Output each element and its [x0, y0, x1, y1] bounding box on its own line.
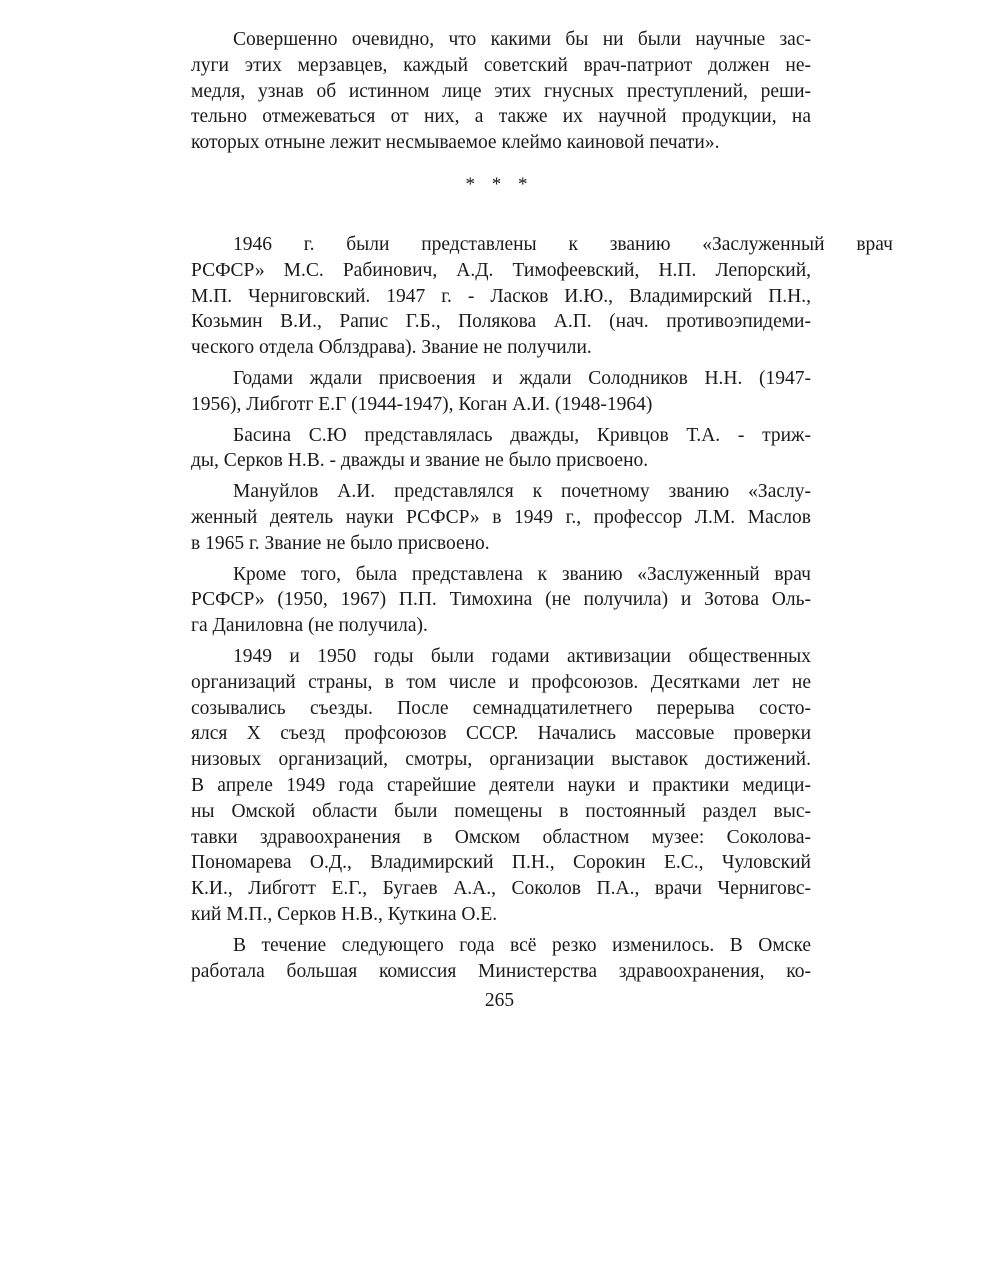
text-line: га Даниловна (не получила).	[191, 615, 428, 637]
text-line: в 1965 г. Звание не было присвоено.	[191, 532, 490, 554]
text-line: 1956), Либготг Е.Г (1944-1947), Коган А.И. (1948-1964)	[191, 393, 653, 415]
text-line: организаций страны, в том числе и профсоюзов. Десятками лет не	[191, 671, 811, 693]
text-line: женный деятель науки РСФСР» в 1949 г., профессор Л.М. Маслов	[191, 506, 811, 528]
main-text	[191, 232, 893, 984]
text-line: низовых организаций, смотры, организации выставок достижений.	[191, 749, 811, 771]
text-line: работала большая комиссия Министерства здравоохранения, ко-	[191, 960, 811, 982]
paragraph	[191, 644, 811, 928]
paragraph	[191, 232, 893, 361]
quote-paragraph	[191, 27, 811, 156]
text-line: Совершенно очевидно, что какими бы ни были научные зас-	[233, 29, 811, 50]
paragraph	[191, 933, 811, 985]
text-line: ческого отдела Облздрава). Звание не получили.	[191, 337, 592, 359]
page-number: 265	[484, 990, 515, 1011]
text-line: К.И., Либготт Е.Г., Бугаев А.А., Соколов П.А., врачи Черниговс-	[191, 878, 811, 900]
text-line: кий М.П., Серков Н.В., Куткина О.Е.	[191, 903, 498, 925]
text-line: РСФСР» (1950, 1967) П.П. Тимохина (не получила) и Зотова Оль-	[191, 589, 811, 611]
text-line: Козьмин В.И., Рапис Г.Б., Полякова А.П. (нач. противоэпидеми-	[191, 311, 811, 333]
text-line: ны Омской области были помещены в постоянный раздел выс-	[191, 800, 811, 822]
text-line: М.П. Черниговский. 1947 г. - Ласков И.Ю., Владимирский П.Н.,	[191, 285, 811, 307]
text-line: созывались съезды. После семнадцатилетнего перерыва состо-	[191, 697, 811, 719]
text-line: Пономарева О.Д., Владимирский П.Н., Сорокин Е.С., Чуловский	[191, 852, 811, 874]
paragraph	[191, 562, 811, 639]
text-line: РСФСР» М.С. Рабинович, А.Д. Тимофеевский, Н.П. Лепорский,	[191, 259, 811, 281]
text-line: ды, Серков Н.В. - дважды и звание не было присвоено.	[191, 450, 649, 472]
paragraph	[191, 423, 811, 475]
text-line: Мануйлов А.И. представлялся к почетному званию «Заслу-	[233, 481, 811, 503]
text-line: Басина С.Ю представлялась дважды, Кривцов Т.А. - триж-	[233, 424, 811, 446]
text-line: ялся X съезд профсоюзов СССР. Начались массовые проверки	[191, 723, 811, 745]
section-separator: * * *	[465, 174, 534, 195]
text-line: медля, узнав об истинном лице этих гнусных преступлений, реши-	[191, 80, 811, 102]
text-line: 1946 г. были представлены к званию «Заслуженный врач	[233, 234, 893, 255]
text-line: тавки здравоохранения в Омском областном музее: Соколова-	[191, 826, 811, 848]
paragraph	[191, 366, 811, 418]
text-line: В апреле 1949 года старейшие деятели науки и практики медици-	[191, 774, 811, 796]
text-line: тельно отмежеваться от них, а также их научной продукции, на	[191, 106, 811, 128]
paragraph	[191, 479, 811, 556]
text-line: луги этих мерзавцев, каждый советский врач-патриот должен не-	[191, 54, 811, 76]
text-line: В течение следующего года всё резко изменилось. В Омске	[233, 934, 811, 956]
text-line: которых отныне лежит несмываемое клеймо каиновой печати».	[191, 132, 720, 154]
text-line: Кроме того, была представлена к званию «Заслуженный врач	[233, 563, 811, 585]
text-line: 1949 и 1950 годы были годами активизации общественных	[233, 645, 811, 667]
text-line: Годами ждали присвоения и ждали Солодников Н.Н. (1947-	[233, 367, 811, 389]
